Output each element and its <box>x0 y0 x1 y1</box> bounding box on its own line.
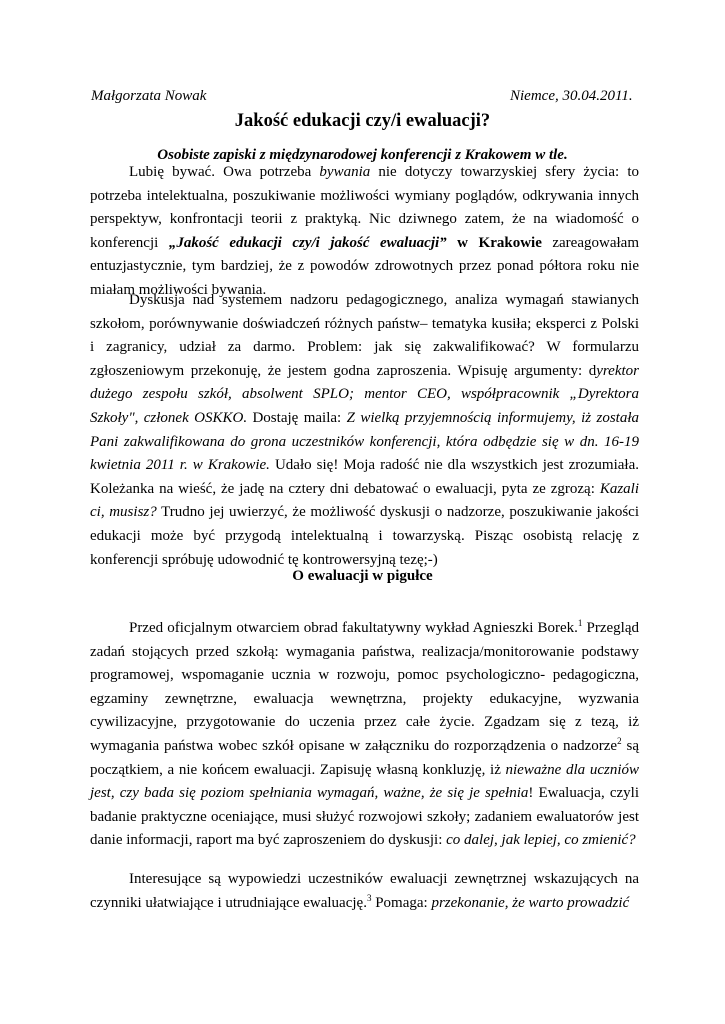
paragraph-lecture <box>90 617 639 853</box>
text-run: nie dotyczy towarzyskiej sfery życia: to potrzeba intelektualna, poszukiwanie możliwości wymiany poglądów, odkrywania innych perspektyw, konfrontacji teorii z praktyką. Nic dziwnego zatem, że na wiadomość o konferencji <box>90 164 639 251</box>
text-run-italic: Kazali ci, musisz? <box>90 480 639 521</box>
text-run: Przegląd zadań stojących przed szkołą: wymagania państwa, realizacja/monitorowanie podstawy programowej, wspomaganie ucznia w rozwoju, pomoc psychologiczno- pedagogiczna, egzaminy zewnętrzne, ewaluacja wewnętrzna, projekty edukacyjne, wyzwania cywilizacyjne, przygotowanie do uczenia przez całe życie. Zgadzam się z tezą, iż wymagania państwa wobec szkół opisane w załączniku do rozporządzenia o nadzorze <box>90 620 639 754</box>
text-run-italic: bywania <box>319 164 371 180</box>
text-run: Pomaga: <box>371 894 432 911</box>
text-run-italic: co dalej, jak lepiej, co zmienić? <box>446 832 636 849</box>
text-run: Trudno jej uwierzyć, że możliwość dyskusji o nadzorze, poszukiwanie jakości edukacji może być przygodą intelektualną i towarzyską. Pisząc osobistą relację z konferencji spróbuję udowodnić tę kontrowersyjną tezę;-) <box>90 504 639 568</box>
author-name: Małgorzata Nowak <box>91 88 207 104</box>
text-run: Dostaję maila: <box>247 409 347 426</box>
section-heading: O ewaluacji w pigułce <box>292 568 433 584</box>
text-run: Udało się! Moja radość nie dla wszystkich jest zrozumiała. Koleżanka na wieść, że jadę na cztery dni debatować o ewaluacji, pyta ze zgrozą: <box>90 457 639 497</box>
document-subtitle: Osobiste zapiski z międzynarodowej konferencji z Krakowem w tle. <box>157 147 568 163</box>
text-run-italic: nieważne dla uczniów jest, czy bada się poziom spełniania wymagań, ważne, że się je spełnia <box>90 761 639 802</box>
footnote-ref[interactable]: 1 <box>577 618 583 628</box>
paragraph-discussion <box>90 289 639 572</box>
place-date: Niemce, 30.04.2011. <box>510 88 633 104</box>
text-run: są początkiem, a nie końcem ewaluacji. Zapisuję własną konkluzję, iż <box>90 737 639 778</box>
paragraph-participants <box>90 868 639 915</box>
footnote-ref[interactable]: 3 <box>366 892 372 903</box>
text-run: Przed oficjalnym otwarciem obrad fakultatywny wykład Agnieszki Borek. <box>129 620 578 636</box>
document-title: Jakość edukacji czy/i ewaluacji? <box>234 111 491 131</box>
text-run: zareagowałam entuzjastycznie, tym bardziej, że z powodów zdrowotnych przez ponad półtora roku nie miałam możliwości bywania. <box>90 234 639 298</box>
text-run: ! Ewaluacja, czyli badanie praktyczne oceniające, musi służyć rozwojowi szkoły; zadaniem ewaluatorów jest danie informacji, raport ma być zaproszeniem do dyskusji: <box>90 785 639 849</box>
paragraph-intro <box>90 161 639 303</box>
footnote-ref[interactable]: 2 <box>617 735 622 746</box>
conference-name: „Jakość edukacji czy/i jakość ewaluacji” <box>168 234 447 251</box>
text-run: Interesujące są wypowiedzi uczestników ewaluacji zewnętrznej wskazujących na czynniki ułatwiające i utrudniające ewaluację. <box>90 871 639 911</box>
text-run: Dyskusja nad systemem nadzoru pedagogicznego, analiza wymagań stawianych szkołom, porównywanie doświadczeń różnych państw– tematyka kusiła; eksperci z Polski i zagranicy, udział za darmo. Problem: jak się zakwalifikować? W formularzu zgłoszeniowym przekonuję, że jestem godna zaproszenia. Wpisuję argumenty: d <box>90 292 639 379</box>
text-run-italic: przekonanie, że warto prowadzić <box>431 894 630 911</box>
text-run: Lubię bywać. Owa potrzeba <box>129 164 320 180</box>
email-quote: Z wielką przyjemnością informujemy, iż została Pani zakwalifikowana do grona uczestników konferencji, która odbędzie się w dn. 16-19 kwietnia 2011 r. w Krakowie. <box>90 409 639 474</box>
text-run-italic: yrektor dużego zespołu szkół, absolwent SPLO; mentor CEO, współpracownik „Dyrektora Szkoły", członek OSKKO. <box>90 362 639 426</box>
text-run-bold: w Krakowie <box>446 234 542 251</box>
